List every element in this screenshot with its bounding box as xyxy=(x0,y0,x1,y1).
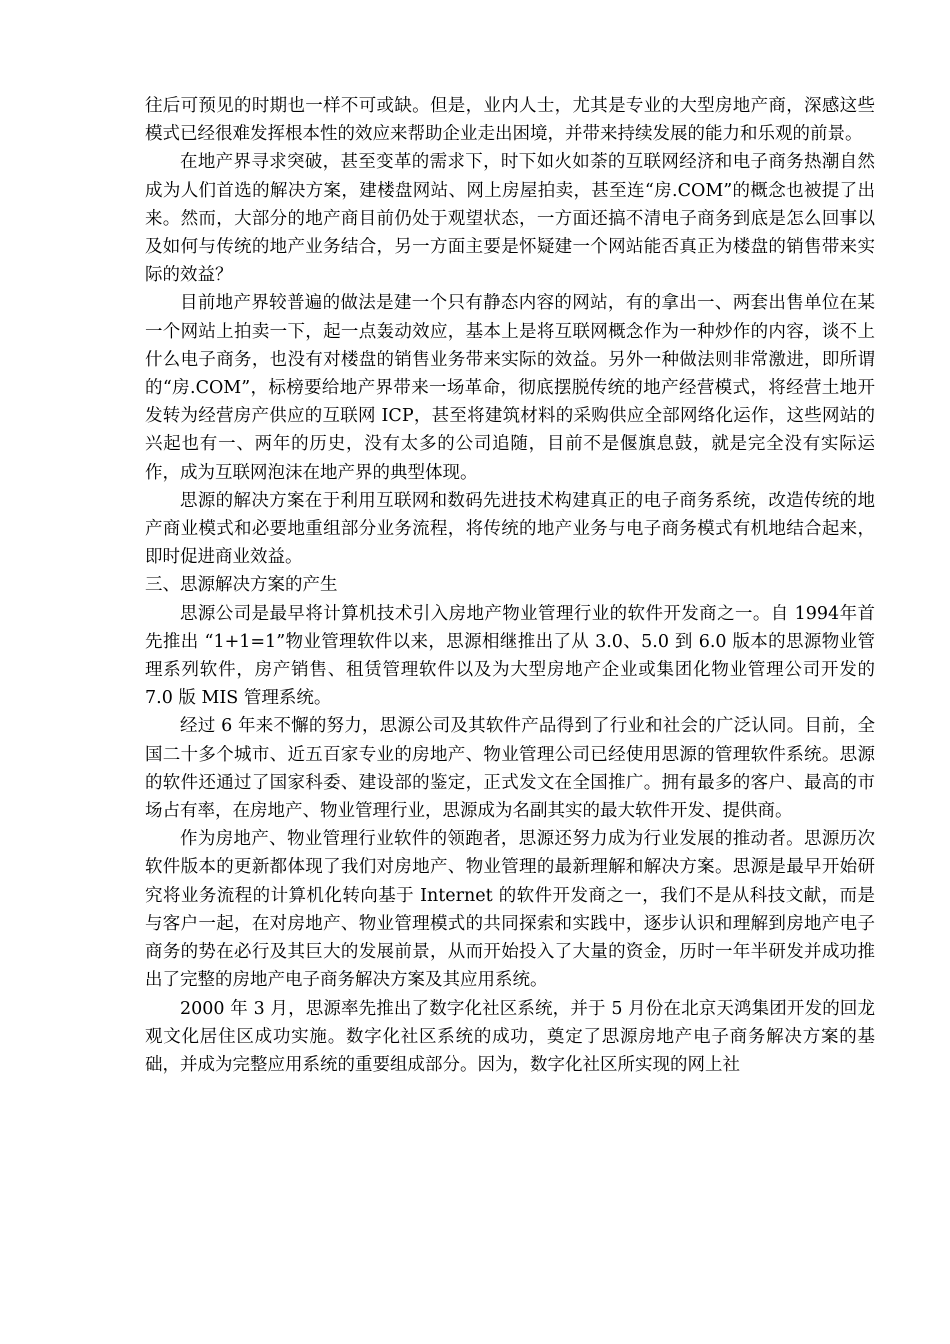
paragraph-current-practice: 目前地产界较普遍的做法是建一个只有静态内容的网站，有的拿出一、两套出售单位在某一个网站上拍卖一下，起一点轰动效应，基本上是将互联网概念作为一种炒作的内容，谈不上什么电子商务，也没有对楼盘的销售业务带来实际的效益。另外一种做法则非常激进，即所谓的“房.COM”，标榜要给地产界带来一场革命，彻底摆脱传统的地产经营模式，将经营土地开发转为经营房产供应的互联网 ICP，甚至将建筑材料的采购供应全部网络化运作，这些网站的兴起也有一、两年的历史，没有太多的公司追随，目前不是偃旗息鼓，就是完全没有实际运作，成为互联网泡沫在地产界的典型体现。 xyxy=(145,293,875,483)
section-heading: 三、思源解决方案的产生 xyxy=(145,575,338,596)
document-page xyxy=(145,92,875,1079)
paragraph-recognition: 经过 6 年来不懈的努力，思源公司及其软件产品得到了行业和社会的广泛认同。目前，全国二十多个城市、近五百家专业的房地产、物业管理公司已经使用思源的管理软件系统。思源的软件还通过了国家科委、建设部的鉴定，正式发文在全国推广。拥有最多的客户、最高的市场占有率，在房地产、物业管理行业，思源成为名副其实的最大软件开发、提供商。 xyxy=(145,716,875,822)
paragraph-digital-community: 2000 年 3 月，思源率先推出了数字化社区系统，并于 5 月份在北京天鸿集团开发的回龙观文化居住区成功实施。数字化社区系统的成功，奠定了思源房地产电子商务解决方案的基础，并成为完整应用系统的重要组成部分。因为，数字化社区所实现的网上社 xyxy=(145,998,875,1075)
paragraph-company-history: 思源公司是最早将计算机技术引入房地产物业管理行业的软件开发商之一。自 1994年首先推出 “1+1=1”物业管理软件以来，思源相继推出了从 3.0、5.0 到 6.0 版本的思源物业管理系列软件，房产销售、租赁管理软件以及为大型房地产企业或集团化物业管理公司开发的 7.0 版 MIS 管理系统。 xyxy=(145,603,875,709)
paragraph-industry-leader: 作为房地产、物业管理行业软件的领跑者，思源还努力成为行业发展的推动者。思源历次软件版本的更新都体现了我们对房地产、物业管理的最新理解和解决方案。思源是最早开始研究将业务流程的计算机化转向基于 Internet 的软件开发商之一，我们不是从科技文献，而是与客户一起，在对房地产、物业管理模式的共同探索和实践中，逐步认识和理解到房地产电子商务的势在必行及其巨大的发展前景，从而开始投入了大量的资金，历时一年半研发并成功推出了完整的房地产电子商务解决方案及其应用系统。 xyxy=(145,829,875,991)
paragraph-siyuan-solution: 思源的解决方案在于利用互联网和数码先进技术构建真正的电子商务系统，改造传统的地产商业模式和必要地重组部分业务流程，将传统的地产业务与电子商务模式有机地结合起来，即时促进商业效益。 xyxy=(145,490,875,568)
paragraph-continuation: 往后可预见的时期也一样不可或缺。但是，业内人士，尤其是专业的大型房地产商，深感这些模式已经很难发挥根本性的效应来帮助企业走出困境，并带来持续发展的能力和乐观的前景。 xyxy=(145,96,875,145)
paragraph-ecommerce-demand: 在地产界寻求突破，甚至变革的需求下，时下如火如荼的互联网经济和电子商务热潮自然成为人们首选的解决方案，建楼盘网站、网上房屋拍卖，甚至连“房.COM”的概念也被提了出来。然而，大部分的地产商目前仍处于观望状态，一方面还搞不清电子商务到底是怎么回事以及如何与传统的地产业务结合，另一方面主要是怀疑建一个网站能否真正为楼盘的销售带来实际的效益？ xyxy=(145,152,875,286)
